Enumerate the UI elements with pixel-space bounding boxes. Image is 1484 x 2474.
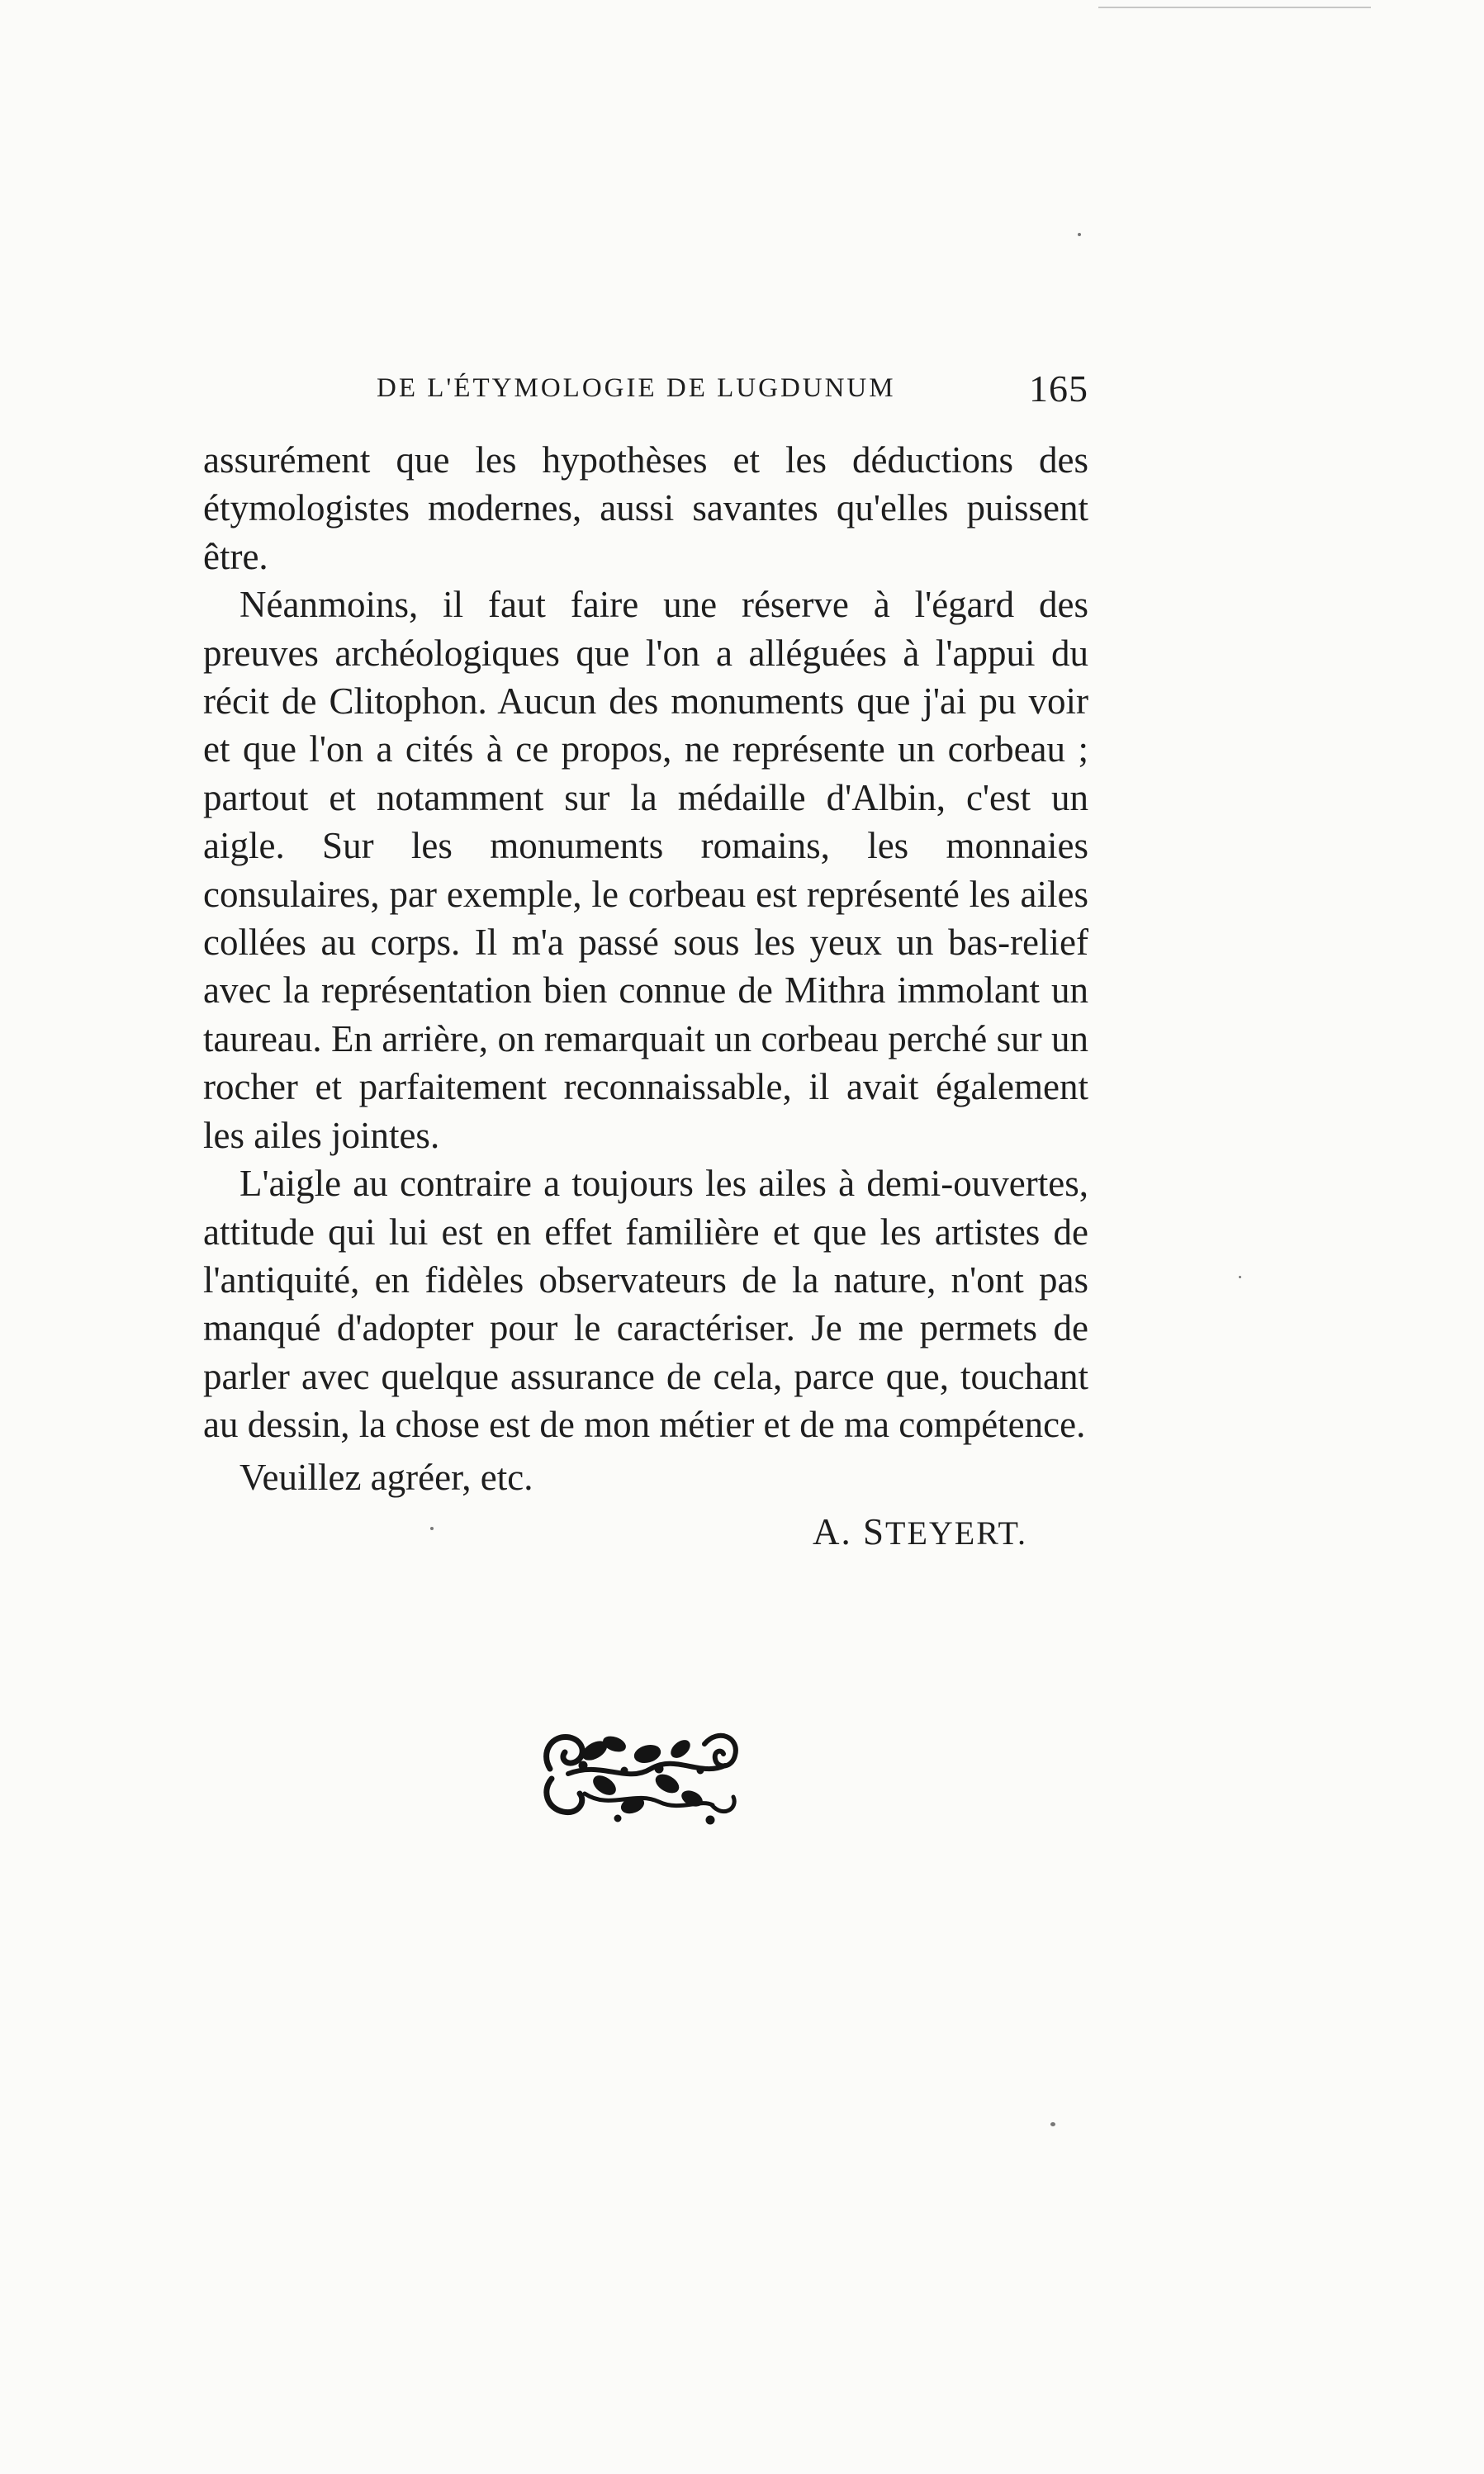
paragraph-eagle-wings: L'aigle au contraire a toujours les ailes à demi-ouvertes, attitude qui lui est en effet familière et que les artistes de l'antiquité, en fidèles observateurs de la nature, n'ont pas manqué d'adopter pour le caractériser. Je me permets de parler avec quelque assurance de cela, parce que, touchant au dessin, la chose est de mon métier et de ma compétence. bbox=[203, 1163, 1088, 1446]
paper-speck bbox=[1078, 233, 1081, 236]
body-text bbox=[203, 436, 1088, 1449]
ornament-drawing bbox=[547, 1734, 736, 1824]
signature-surname: TEYERT. bbox=[885, 1514, 1027, 1552]
page-number: 165 bbox=[1029, 367, 1088, 410]
paragraph-continuation: assurément que les hypothèses et les déductions des étymologistes modernes, aussi savantes qu'elles puissent être. bbox=[203, 439, 1088, 577]
signature bbox=[813, 1508, 1027, 1557]
page-header bbox=[203, 367, 1088, 416]
top-edge-rule bbox=[1098, 7, 1371, 8]
paper-speck bbox=[1239, 1276, 1241, 1278]
paper-speck bbox=[1050, 2122, 1055, 2126]
signature-initial: A. S bbox=[813, 1511, 886, 1552]
running-title: DE L'ÉTYMOLOGIE DE LUGDUNUM bbox=[377, 373, 896, 403]
closing-formula: Veuillez agréer, etc. bbox=[239, 1457, 533, 1498]
paper-speck bbox=[430, 1527, 434, 1530]
paragraph-archaeological-evidence: Néanmoins, il faut faire une réserve à l'égard des preuves archéologiques que l'on a alléguées à l'appui du récit de Clitophon. Aucun des monuments que j'ai pu voir et que l'on a cités à ce propos, ne représente un corbeau ; partout et notamment sur la médaille d'Albin, c'est un aigle. Sur les monuments romains, les monnaies consulaires, par exemple, le corbeau est représenté les ailes collées au corps. Il m'a passé sous les yeux un bas-relief avec la représentation bien connue de Mithra immolant un taureau. En arrière, on remarquait un corbeau perché sur un rocher et parfaitement reconnaissable, il avait également les ailes jointes. bbox=[203, 584, 1088, 1156]
floral-vignette-icon bbox=[535, 1719, 742, 1827]
